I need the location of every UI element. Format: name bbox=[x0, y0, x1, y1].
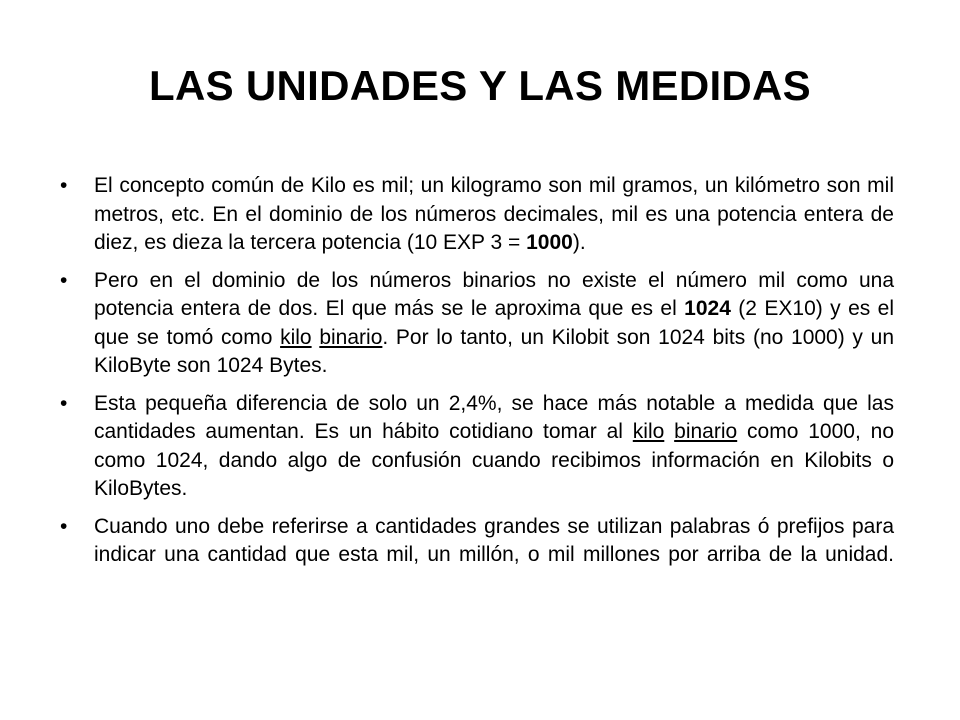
text-segment: Esta pequeña diferencia de solo un 2,4%, se hace más notable a medida que las cantidades aumentan. Es un hábito cotidiano tomar al bbox=[94, 391, 894, 443]
text-segment: . Por lo tanto, un Kilobit son 1024 bits (no 1000) y un KiloByte son 1024 Bytes. bbox=[94, 325, 894, 377]
bullet-text bbox=[94, 392, 894, 501]
bullet-dot-icon: • bbox=[60, 174, 68, 197]
bullet-item bbox=[54, 267, 894, 381]
text-segment bbox=[664, 420, 674, 443]
underlined-text: binario bbox=[319, 325, 383, 349]
text-segment: Pero en el dominio de los números binarios no existe el número mil como una potencia entera de dos. El que más se le aproxima que es el bbox=[94, 268, 894, 320]
text-segment: ). bbox=[572, 231, 586, 254]
text-segment: como 1000, no como 1024, dando algo de confusión cuando recibimos información en Kilobits o KiloBytes. bbox=[94, 420, 895, 500]
bullet-dot-icon: • bbox=[60, 391, 68, 415]
text-segment: Cuando uno debe referirse a cantidades grandes se utilizan palabras ó prefijos para indicar una cantidad que esta mil, un millón, o mil millones por arriba de la unidad. bbox=[94, 514, 894, 566]
bullet-item bbox=[54, 513, 894, 570]
underlined-text: kilo bbox=[280, 325, 312, 349]
text-segment: El concepto común de Kilo es mil; un kilogramo son mil gramos, un kilómetro son mil metros, etc. En el dominio de los números decimales, mil es una potencia entera de diez, es dieza la tercera potencia (10 EXP 3 = bbox=[94, 174, 894, 254]
bullet-text bbox=[94, 269, 894, 378]
underlined-text: kilo bbox=[632, 420, 665, 443]
bold-text: 1000 bbox=[526, 231, 573, 254]
bullet-item bbox=[54, 390, 894, 504]
bullet-list bbox=[54, 172, 894, 570]
bullet-text bbox=[94, 174, 894, 254]
slide-title: LAS UNIDADES Y LAS MEDIDAS bbox=[149, 62, 811, 109]
text-segment: (2 EX10) y es el que se tomó como bbox=[94, 297, 895, 349]
bold-text: 1024 bbox=[684, 297, 731, 320]
bullet-text bbox=[94, 515, 894, 567]
underlined-text: binario bbox=[674, 420, 738, 443]
bullet-item bbox=[54, 172, 894, 258]
bullet-dot-icon: • bbox=[60, 514, 68, 538]
bullet-dot-icon: • bbox=[60, 268, 68, 292]
